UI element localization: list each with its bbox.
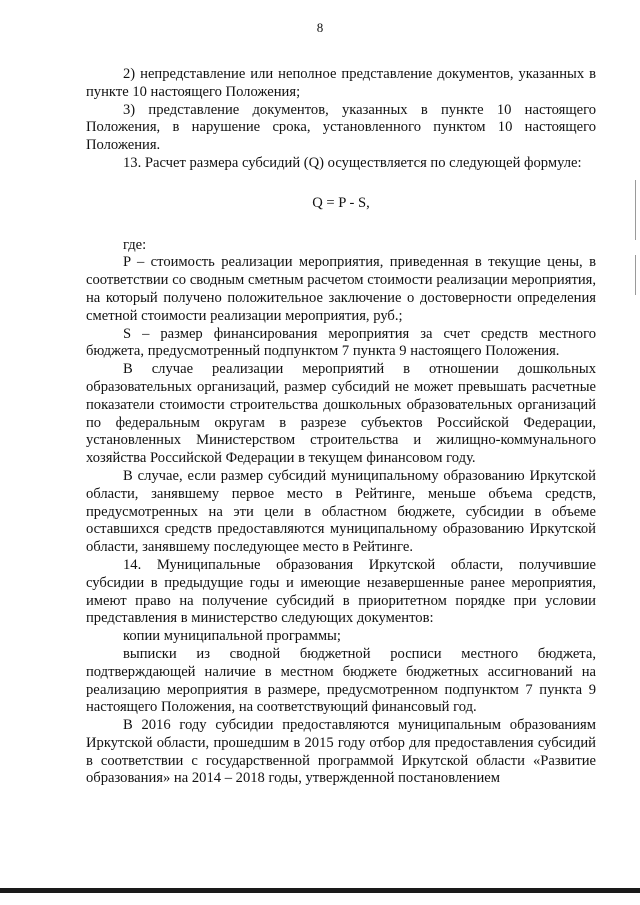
paragraph-preschool-limit: В случае реализации мероприятий в отношении дошкольных образовательных организаций, размер субсидий не может превышать расчетные показатели стоимости строительства дошкольных образовательных организаций по федеральным округам в разрезе субъектов Российской Федерации, установленных Министерством строительства и жилищно-коммунального хозяйства Российской Федерации в текущем финансовом году. — [86, 361, 596, 467]
scan-edge-mark — [635, 255, 636, 295]
paragraph-definition-s: S – размер финансирования мероприятия за счет средств местного бюджета, предусмотренный подпунктом 7 пункта 9 настоящего Положения. — [86, 325, 596, 360]
page-number: 8 — [316, 20, 324, 35]
formula: Q = P - S, — [312, 194, 370, 211]
paragraph-2016-subsidies: В 2016 году субсидии предоставляются муниципальным образованиям Иркутской области, прошедшим в 2015 году отбор для предоставления субсидий в соответствии с государственной программой Иркутской области «Развитие образования» на 2014 – 2018 годы, утвержденной постановлением — [86, 717, 596, 787]
paragraph-program-copy: копии муниципальной программы; — [123, 628, 341, 645]
scan-edge-mark — [635, 180, 636, 240]
scan-bottom-border — [0, 888, 640, 893]
paragraph-item-2: 2) непредставление или неполное представление документов, указанных в пункте 10 настоящего Положения; — [86, 66, 596, 100]
paragraph-item-3: 3) представление документов, указанных в пункте 10 настоящего Положения, в нарушение срока, установленного пунктом 10 настоящего Положения. — [86, 101, 596, 154]
document-body — [86, 66, 596, 788]
paragraph-definition-p: P – стоимость реализации мероприятия, приведенная в текущие цены, в соответствии со сводным сметным расчетом стоимости реализации мероприятия, на который получено положительное заключение о достоверности определения сметной стоимости реализации мероприятия, руб.; — [86, 254, 596, 324]
paragraph-where: где: — [123, 236, 147, 253]
paragraph-rating-remainder: В случае, если размер субсидий муниципальному образованию Иркутской области, занявшему первое место в Рейтинге, меньше объема средств, предусмотренных на эти цели в областном бюджете, субсидии в объеме оставшихся средств предоставляются муниципальному образованию Иркутской области, занявшему последующее место в Рейтинге. — [86, 467, 596, 556]
paragraph-clause-14: 14. Муниципальные образования Иркутской области, получившие субсидии в предыдущие годы и имеющие незавершенные ранее мероприятия, имеют право на получение субсидий в приоритетном порядке при условии представления в министерство следующих документов: — [86, 556, 596, 627]
paragraph-budget-extract: выписки из сводной бюджетной росписи местного бюджета, подтверждающей наличие в местном бюджете бюджетных ассигнований на реализацию мероприятия в размере, предусмотренном подпунктом 7 пункта 9 настоящего Положения, на соответствующий финансовый год. — [86, 645, 596, 716]
paragraph-clause-13: 13. Расчет размера субсидий (Q) осуществляется по следующей формуле: — [123, 154, 582, 171]
